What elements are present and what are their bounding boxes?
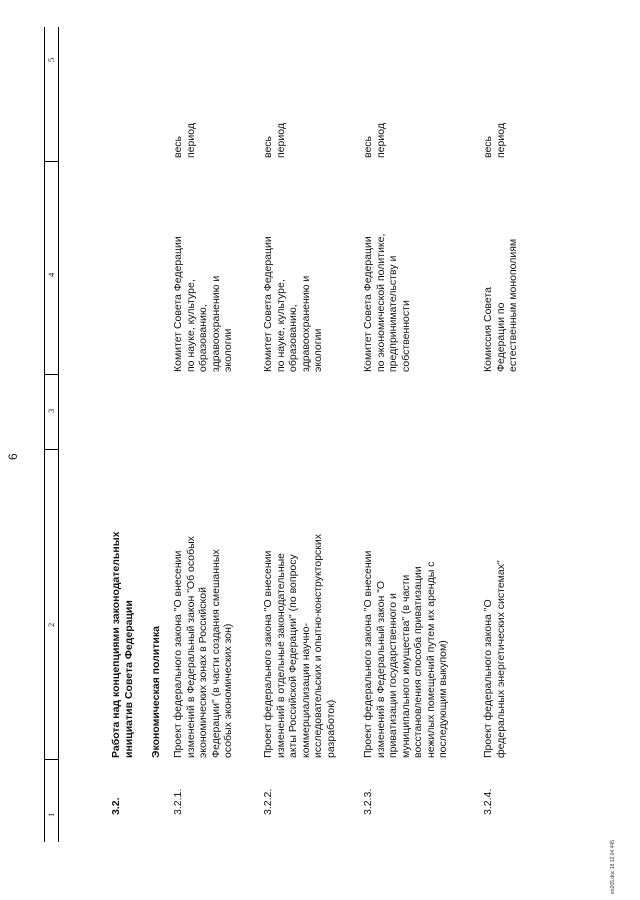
responsible-line: собственности [399, 300, 412, 372]
description-line: изменений в Федеральный закон "Об особых [184, 536, 197, 758]
responsible-line: здравоохранению и [209, 275, 222, 372]
column-divider [45, 759, 58, 760]
column-divider [45, 161, 58, 162]
row-responsible [172, 202, 235, 372]
row-number: 3.2.3. [362, 788, 374, 815]
period-line: весь [172, 135, 184, 158]
period-line: период [494, 123, 507, 158]
section-title [110, 518, 135, 758]
responsible-line: по науке, культуре, [274, 279, 287, 372]
description-line: Проект федерального закона "О внесении [172, 550, 184, 758]
section-number: 3.2. [110, 797, 122, 815]
description-line: нежилых помещений путем их аренды с [424, 561, 437, 758]
description-line: Проект федерального закона "О внесении [262, 550, 274, 758]
column-header-5: 5 [46, 57, 56, 62]
page-number: 6 [6, 453, 20, 460]
description-line: Проект федерального закона "О [482, 599, 494, 758]
description-line: изменений в Федеральный закон "О [374, 580, 387, 758]
section-title-line: Работа над концепциями законодательных [110, 531, 122, 758]
row-number: 3.2.1. [172, 788, 184, 815]
row-description [262, 518, 337, 758]
responsible-line: предпринимательству и [387, 255, 399, 372]
description-line: федеральных энергетических системах" [494, 560, 507, 758]
period-line: период [274, 123, 287, 158]
row-responsible [362, 202, 412, 372]
responsible-line: Комитет Совета Федерации [172, 236, 184, 372]
description-line: акты Российской Федерации" (по вопросу [287, 554, 299, 758]
description-line: муниципального имущества" (в части [399, 574, 412, 758]
period-line: весь [362, 135, 374, 158]
responsible-line: образованию, [197, 304, 209, 372]
description-line: последующим выкупом) [437, 640, 449, 758]
row-responsible [262, 202, 325, 372]
row-description [482, 518, 507, 758]
responsible-line: Комитет Совета Федерации [262, 236, 274, 372]
column-divider [45, 374, 58, 375]
description-line: исследовательских и опытно-конструкторских [312, 533, 324, 758]
responsible-line: Федерации по [494, 302, 507, 372]
row-period [262, 98, 287, 158]
description-line: экономических зонах в Российской [197, 587, 209, 758]
work-plan-table [44, 27, 519, 842]
description-line: Проект федерального закона "О внесении [362, 550, 374, 758]
description-line: разработок) [324, 699, 337, 758]
description-line: приватизации государственного и [387, 593, 399, 758]
table-header [44, 27, 59, 842]
section-title-line: инициатив Совета Федерации [122, 600, 135, 758]
description-line: коммерциализации научно- [299, 622, 312, 758]
responsible-line: Комитет Совета Федерации [362, 236, 374, 372]
period-line: период [184, 123, 197, 158]
responsible-line: здравоохранению и [299, 275, 312, 372]
column-divider [45, 449, 58, 450]
column-header-4: 4 [46, 272, 56, 277]
responsible-line: естественным монополиям [507, 238, 519, 372]
document-footer: en265.doc 18.12.04 445 [610, 840, 616, 894]
subsection-title: Экономическая политика [150, 626, 162, 758]
description-line: изменений в отдельные законодательные [274, 552, 287, 758]
description-line: восстановления способа приватизации [412, 566, 424, 758]
row-description [172, 518, 235, 758]
row-period [362, 98, 387, 158]
row-number: 3.2.4. [482, 788, 494, 815]
row-period [482, 98, 507, 158]
responsible-line: образованию, [287, 304, 299, 372]
responsible-line: по науке, культуре, [184, 279, 197, 372]
period-line: период [374, 123, 387, 158]
column-header-1: 1 [46, 812, 56, 817]
responsible-line: по экономической политике, [374, 233, 387, 372]
period-line: весь [262, 135, 274, 158]
period-line: весь [482, 135, 494, 158]
row-period [172, 98, 197, 158]
responsible-line: Комиссия Совета [482, 287, 494, 372]
row-number: 3.2.2. [262, 788, 274, 815]
responsible-line: экологии [312, 328, 324, 372]
column-header-2: 2 [46, 622, 56, 627]
row-responsible [482, 202, 520, 372]
description-line: особых экономических зон) [222, 623, 234, 758]
column-header-3: 3 [46, 408, 56, 413]
row-description [362, 518, 450, 758]
description-line: Федерации" (в части создания смешанных [209, 549, 222, 758]
responsible-line: экологии [222, 328, 234, 372]
